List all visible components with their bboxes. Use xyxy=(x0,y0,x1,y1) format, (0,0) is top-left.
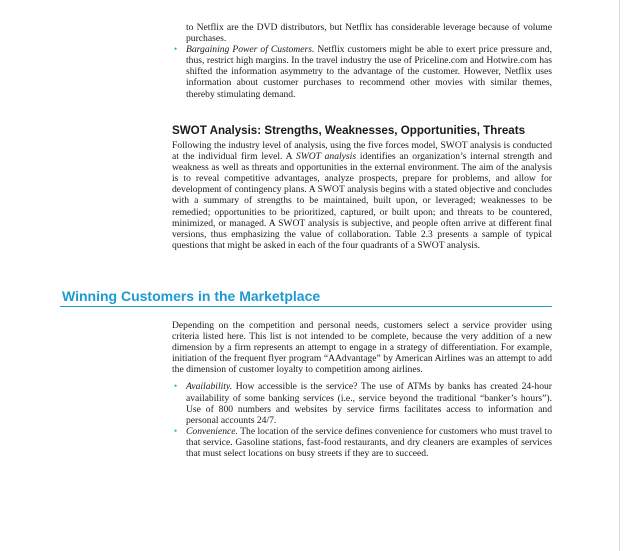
section-rule xyxy=(60,306,552,307)
continuation-paragraph: to Netflix are the DVD distributors, but Netflix has considerable leverage because of volume purchases. xyxy=(186,22,552,45)
section-heading: Winning Customers in the Marketplace xyxy=(62,288,321,304)
list-item xyxy=(172,44,552,99)
bullet-text: The location of the service defines convenience for customers who must travel to that service. Gasoline stations, fast-food restaurants, and dry cleaners are examples of services that must select locations on busy streets if they are to succeed. xyxy=(186,425,552,460)
forces-bullet-list xyxy=(172,44,552,99)
list-item xyxy=(172,381,552,425)
bullet-icon: • xyxy=(174,381,178,392)
top-continuation xyxy=(172,22,552,100)
swot-text-after: identifies an organization’s internal strength and weakness as well as threats and opportunities in the external environment. The aim of the analysis is to reveal competitive advantages, analyze prospects, prepare for problems, and allow for development of contingency plans. A SWOT analysis begins with a stated objective and concludes with a summary of strengths to be maintained, built upon, or leveraged; weaknesses to be remedied; opportunities to be prioritized, captured, or built upon; and threats to be countered, minimized, or managed. A SWOT analysis is subjective, and people often arrive at different final versions, thus emphasizing the value of collaboration. Table 2.3 presents a sample of typical questions that might be asked in each of the four quadrants of a SWOT analysis. xyxy=(172,151,552,251)
bullet-text: Netflix customers might be able to exert price pressure and, thus, restrict high margins. In the travel industry the use of Priceline.com and Hotwire.com has shifted the information asymmetry to the advantage of the customer. However, Netflix uses information about customer purchases to recommend other movies with similar themes, thereby stimulating demand. xyxy=(186,44,552,100)
bullet-text: How accessible is the service? The use of ATMs by banks has created 24-hour availability of some banking services (i.e., service beyond the traditional “banker’s hours”). Use of 800 numbers and websites by service firms facilitates access to information and personal accounts 24/7. xyxy=(186,381,552,426)
criteria-bullet-list xyxy=(172,381,552,459)
winning-section xyxy=(172,320,552,459)
bullet-icon: • xyxy=(174,425,178,436)
swot-paragraph xyxy=(172,140,552,251)
list-item xyxy=(172,426,552,459)
swot-heading: SWOT Analysis: Strengths, Weaknesses, Opportunities, Threats xyxy=(172,124,526,137)
swot-term: SWOT analysis xyxy=(295,151,357,163)
swot-text-before: Following the industry level of analysis, using the five forces model, SWOT analysis is conducted at the individual firm level. A xyxy=(172,140,552,163)
bullet-term: Bargaining Power of Customers. xyxy=(186,44,315,56)
bullet-icon: • xyxy=(174,44,178,55)
page-edge-line xyxy=(619,0,620,551)
bullet-term: Availability. xyxy=(186,381,233,393)
bullet-term: Convenience. xyxy=(186,425,238,437)
winning-intro: Depending on the competition and personal needs, customers select a service provider using criteria listed here. This list is not intended to be complete, because the very addition of a new dimension by a firm represents an attempt to engage in a strategy of differentiation. For example, initiation of the frequent flyer program “AAdvantage” by American Airlines was an attempt to add the dimension of customer loyalty to competition among airlines. xyxy=(172,320,552,376)
